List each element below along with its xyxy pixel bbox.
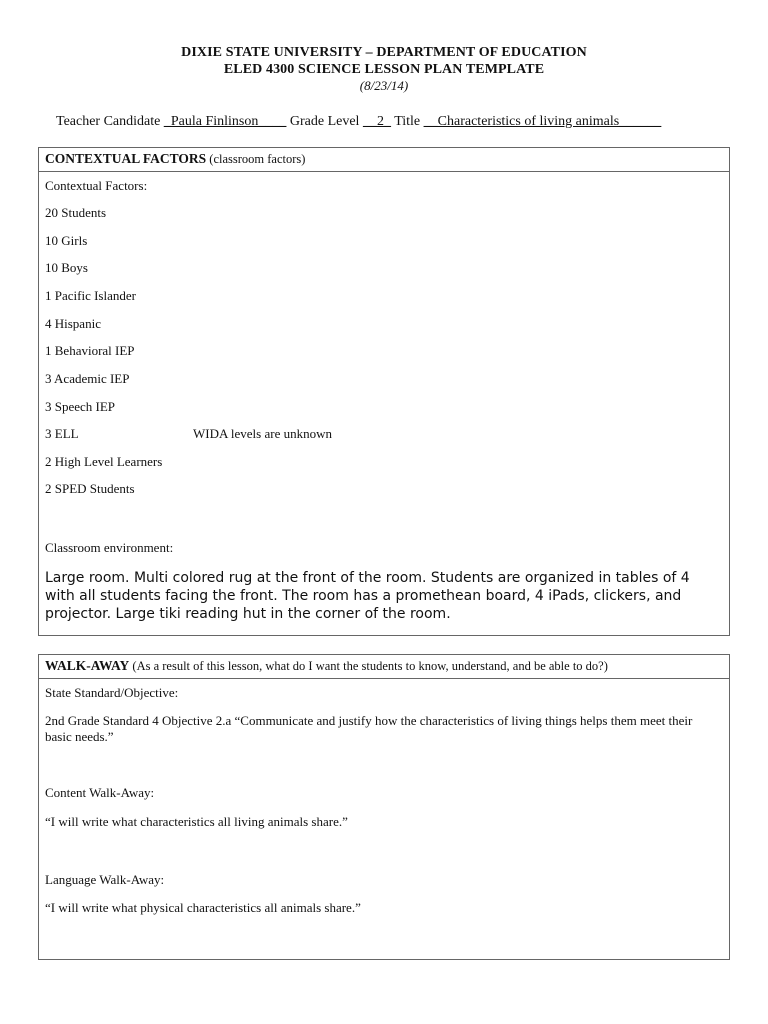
content-walk-away-label: Content Walk-Away:: [45, 785, 155, 800]
language-walk-away-text: “I will write what physical characteristics all animals share.”: [45, 900, 361, 915]
ell-row: [45, 426, 332, 442]
content-walk-away-text: “I will write what characteristics all living animals share.”: [45, 814, 348, 829]
grade-value: __2_: [362, 114, 391, 129]
list-item: 10 Boys: [45, 260, 88, 275]
contextual-factors-heading: [39, 148, 729, 172]
title-value: __Characteristics of living animals______: [423, 114, 662, 129]
contextual-factors-box: [38, 147, 730, 636]
contextual-heading-title: CONTEXTUAL FACTORS: [45, 151, 207, 166]
list-item: 3 ELL: [45, 426, 79, 441]
document-header: [0, 44, 768, 94]
walk-away-heading: [39, 655, 729, 679]
list-item: 10 Girls: [45, 233, 88, 248]
standard-text: 2nd Grade Standard 4 Objective 2.a “Communicate and justify how the characteristics of living things helps them meet their basic needs.”: [45, 713, 693, 744]
walk-away-box: [38, 654, 730, 960]
title-label: Title: [390, 114, 424, 129]
university-title: DIXIE STATE UNIVERSITY – DEPARTMENT OF EDUCATION: [181, 45, 587, 60]
list-item: 1 Behavioral IEP: [45, 343, 135, 358]
teacher-value: _Paula Finlinson____: [163, 114, 287, 129]
list-item: 1 Pacific Islander: [45, 288, 136, 303]
list-item: 4 Hispanic: [45, 316, 101, 331]
standard-label: State Standard/Objective:: [45, 685, 179, 700]
list-item: 2 High Level Learners: [45, 454, 163, 469]
teacher-label: Teacher Candidate: [56, 114, 164, 129]
contextual-factors-label: Contextual Factors:: [45, 178, 148, 193]
environment-label: Classroom environment:: [45, 540, 174, 555]
template-title: ELED 4300 SCIENCE LESSON PLAN TEMPLATE: [223, 62, 545, 77]
template-date: (8/23/14): [359, 78, 409, 93]
walk-away-heading-title: WALK-AWAY: [45, 658, 130, 673]
grade-label: Grade Level: [286, 114, 363, 129]
contextual-heading-sub: (classroom factors): [206, 152, 306, 166]
list-item: 3 Speech IEP: [45, 399, 116, 414]
list-item: 20 Students: [45, 205, 107, 220]
list-item: 2 SPED Students: [45, 481, 135, 496]
list-item: 3 Academic IEP: [45, 371, 130, 386]
ell-note: WIDA levels are unknown: [193, 426, 332, 441]
language-walk-away-label: Language Walk-Away:: [45, 872, 165, 887]
environment-description: Large room. Multi colored rug at the front of the room. Students are organized in tables of 4 with all students facing the front. The room has a promethean board, 4 iPads, clickers, and projector. Large tiki reading hut in the corner of the room.: [45, 570, 690, 622]
candidate-info-row: [56, 113, 736, 131]
walk-away-heading-sub: (As a result of this lesson, what do I want the students to know, understand, and be able to do?): [129, 659, 608, 673]
